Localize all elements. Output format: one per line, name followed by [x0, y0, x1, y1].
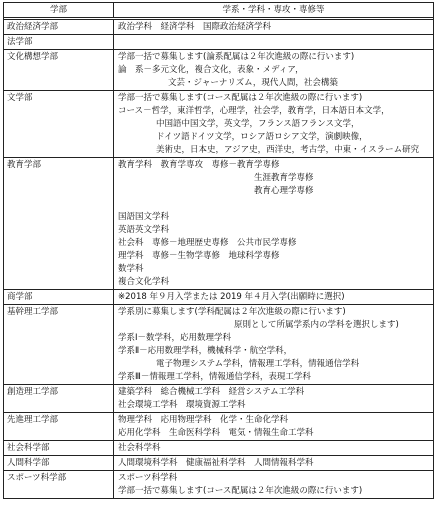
table-row — [4, 305, 433, 385]
table-row — [4, 471, 433, 499]
department-line: 複合文化学科 — [118, 277, 170, 287]
department-line: 学系別に募集します(学科配属は２年次進級の際に行います) — [118, 307, 346, 317]
table-row — [4, 50, 433, 91]
table-row — [4, 385, 433, 413]
department-line: 美術史，日本史，アジア史，西洋史，考古学，中東・イスラーム研究 — [156, 145, 420, 155]
faculty-name: スポーツ科学部 — [4, 471, 114, 498]
department-line: 学部一括で募集します(コース配属は２年次進級の際に行います) — [118, 93, 363, 103]
department-list — [114, 305, 433, 384]
department-list — [114, 441, 433, 455]
department-line: 社会科 専修－地理歴史専修 公共市民学専修 — [118, 238, 297, 248]
faculty-name: 先進理工学部 — [4, 413, 114, 440]
department-line: 物理学科 応用物理学科 化学・生命化学科 — [118, 415, 289, 425]
department-list — [114, 91, 433, 157]
department-list — [114, 50, 433, 90]
department-line: 国語国文学科 — [118, 212, 170, 222]
department-line: 原則として所属学系内の学科を選択します) — [234, 320, 399, 330]
table-row — [4, 35, 433, 50]
faculty-name: 文学部 — [4, 91, 114, 157]
department-line: 人間環境科学科 健康福祉科学科 人間情報科学科 — [118, 458, 314, 468]
table-row — [4, 456, 433, 471]
department-line: ※2018 年９月入学または 2019 年４月入学(出願時に選択) — [118, 292, 345, 302]
department-line: 中国語中国文学，英文学，フランス語フランス文学， — [156, 119, 360, 129]
department-line: 数学科 — [118, 264, 144, 274]
department-line: 学系Ⅰ－数学科，応用数理学科 — [118, 333, 232, 343]
department-line: 教育学科 教育学専攻 専修－教育学専修 — [118, 160, 280, 170]
table-header-row — [4, 3, 433, 20]
header-faculty: 学部 — [4, 3, 114, 17]
header-departments: 学系・学科・専攻・専修等 — [222, 5, 325, 15]
faculty-name: 社会科学部 — [4, 441, 114, 455]
faculty-name: 法学部 — [4, 35, 114, 49]
faculty-name: 教育学部 — [4, 158, 114, 289]
department-line: 社会科学科 — [118, 443, 161, 453]
table-body — [4, 20, 433, 499]
department-line: ドイツ語ドイツ文学，ロシア語ロシア文学，演劇映像， — [156, 132, 368, 142]
department-line: 英語英文学科 — [118, 225, 170, 235]
department-line — [118, 36, 433, 49]
department-line: スポーツ科学科 — [118, 473, 178, 483]
faculty-name: 創造理工学部 — [4, 385, 114, 412]
table-row — [4, 91, 433, 158]
table-row — [4, 158, 433, 290]
department-list — [114, 290, 433, 304]
department-list — [114, 20, 433, 34]
department-line: 応用化学科 生命医科学科 電気・情報生命工学科 — [118, 428, 314, 438]
faculty-name: 政治経済学部 — [4, 20, 114, 34]
department-line: 文芸・ジャーナリズム，現代人間，社会構築 — [168, 78, 338, 88]
department-line: 建築学科 総合機械工学科 経営システム工学科 — [118, 387, 305, 397]
department-list — [114, 158, 433, 289]
department-line: 電子物理システム学科，情報理工学科，情報通信学科 — [156, 359, 360, 369]
department-line — [118, 198, 433, 211]
department-line: 政治学科 経済学科 国際政治経済学科 — [118, 22, 272, 32]
department-line: 社会環境工学科 環境資源工学科 — [118, 400, 246, 410]
faculty-department-table — [3, 2, 434, 499]
department-list — [114, 471, 433, 498]
department-line: 学系Ⅲ－情報理工学科，情報通信学科，表現工学科 — [118, 372, 311, 382]
department-list — [114, 456, 433, 470]
faculty-name: 文化構想学部 — [4, 50, 114, 90]
table-row — [4, 413, 433, 441]
department-list — [114, 413, 433, 440]
department-line: 理学科 専修－生物学専修 地球科学専修 — [118, 251, 280, 261]
department-list — [114, 385, 433, 412]
faculty-name: 商学部 — [4, 290, 114, 304]
department-line: 学部一括で募集します(論系配属は２年次進級の際に行います) — [118, 52, 355, 62]
department-list — [114, 35, 433, 49]
department-line: 生涯教育学専修 — [254, 173, 314, 183]
department-line: 学系Ⅱ－応用数理学科，機械科学・航空学科， — [118, 346, 293, 356]
table-row — [4, 441, 433, 456]
table-row — [4, 290, 433, 305]
department-line: 教育心理学専修 — [254, 186, 314, 196]
faculty-name: 基幹理工学部 — [4, 305, 114, 384]
department-line: コース－哲学，東洋哲学，心理学，社会学，教育学，日本語日本文学， — [118, 106, 390, 116]
faculty-name: 人間科学部 — [4, 456, 114, 470]
table-row — [4, 20, 433, 35]
department-line: 学部一括で募集します(コース配属は２年次進級の際に行います) — [118, 486, 363, 496]
department-line: 論 系－多元文化，複合文化，表象・メディア， — [118, 65, 304, 75]
